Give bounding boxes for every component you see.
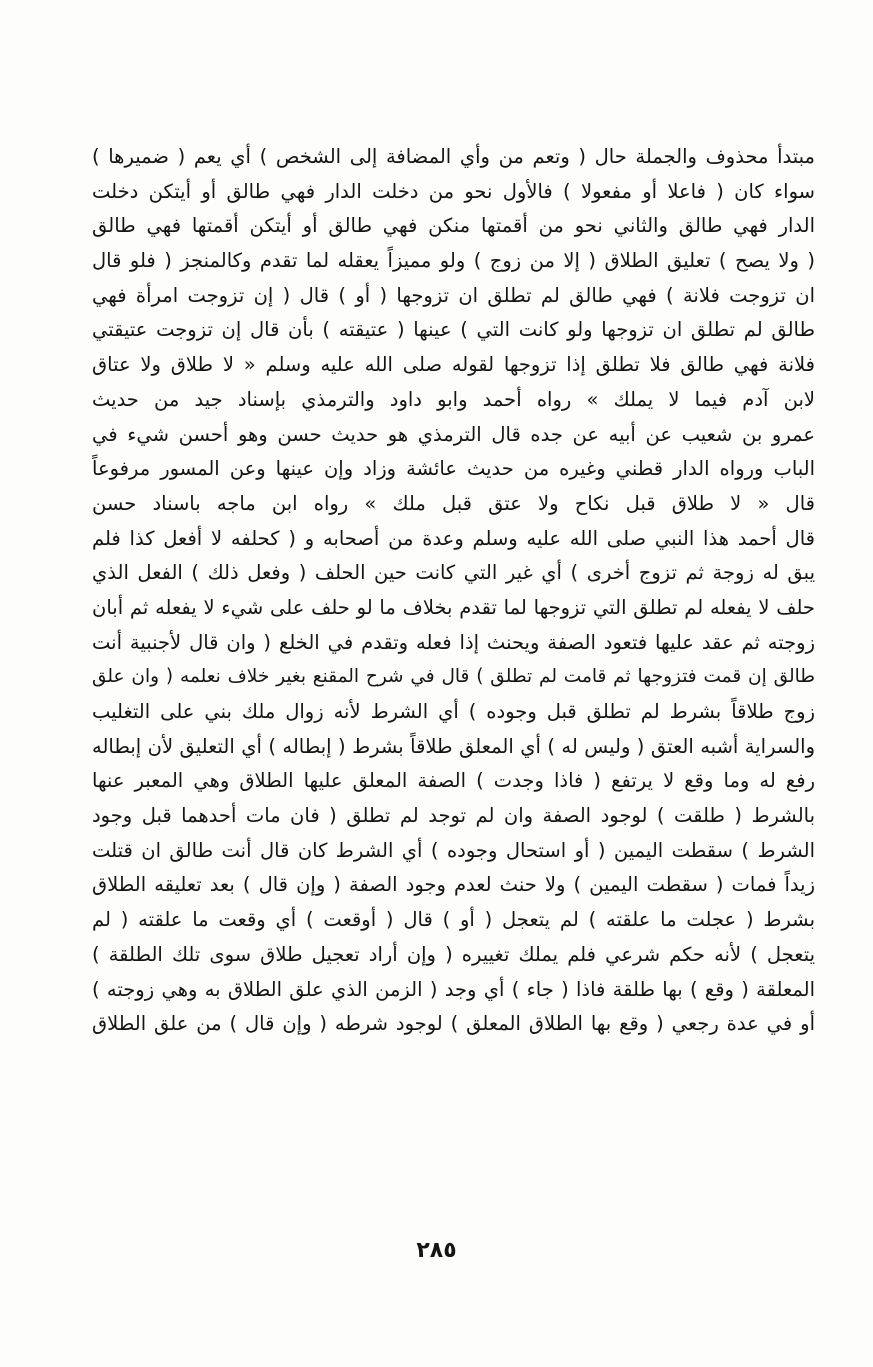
text-line: طالق إن قمت فتزوجها ثم قامت لم تطلق ) قال في شرح المقنع بغير خلاف نعلمه ( وان علق	[92, 666, 815, 688]
page-number: ٢٨٥	[416, 1238, 457, 1263]
text-line: أو في عدة رجعي ( وقع بها الطلاق المعلق ) لوجود شرطه ( وإن قال ) من علق الطلاق	[92, 1012, 815, 1036]
text-line: قال « لا طلاق قبل نكاح ولا عتق قبل ملك » رواه ابن ماجه باسناد حسن	[92, 491, 815, 515]
text-line: سواء كان ( فاعلا أو مفعولا ) فالأول نحو من دخلت الدار فهي طالق أو أيتكن دخلت	[92, 179, 815, 203]
text-line: الباب ورواه الدار قطني وغيره من حديث عائشة وزاد وإن عينها وعن المسور مرفوعاً	[92, 457, 815, 481]
text-line: ان تزوجت فلانة ) فهي طالق لم تطلق ان تزوجها ( أو ) قال ( إن تزوجت امرأة فهي	[92, 283, 815, 307]
text-line: زيداً فمات ( سقطت اليمين ) ولا حنث لعدم وجود الصفة ( وإن قال ) بعد تعليقه الطلاق	[92, 873, 815, 897]
text-line: والسراية أشبه العتق ( وليس له ) أي المعلق طلاقاً بشرط ( إبطاله ) أي التعليق لأن إبطاله	[92, 734, 815, 758]
text-line: حلف لا يفعله لم تطلق التي تزوجها لما تقدم بخلاف ما لو حلف على شيء لا يفعله ثم أبان	[92, 595, 815, 619]
text-line: المعلقة ( وقع ) بها طلقة فاذا ( جاء ) أي وجد ( الزمن الذي علق الطلاق به وهي زوجته )	[92, 977, 815, 1001]
text-line: ( ولا يصح ) تعليق الطلاق ( إلا من زوج ) ولو مميزاً يعقله لما تقدم وكالمنجز ( فلو قال	[92, 249, 815, 273]
text-line: يبق له زوجة ثم تزوج أخرى ) أي غير التي كانت حين الحلف ( وفعل ذلك ) الفعل الذي	[92, 561, 815, 585]
text-line: بشرط ( عجلت ما علقته ) لم يتعجل ( أو ) قال ( أوقعت ) أي وقعت ما علقته ( لم	[92, 908, 815, 932]
text-line: بالشرط ( طلقت ) لوجود الصفة وان لم توجد لم تطلق ( فان مات أحدهما قبل وجود	[92, 804, 815, 828]
text-line: لابن آدم فيما لا يملك » رواه أحمد وابو داود والترمذي بإسناد جيد من حديث	[92, 387, 815, 411]
text-line: فلانة فهي طالق فلا تطلق إذا تزوجها لقوله صلى الله عليه وسلم « لا طلاق ولا عتاق	[92, 353, 815, 377]
text-line: يتعجل ) لأنه حكم شرعي فلم يملك تغييره ( وإن أراد تعجيل طلاق سوى تلك الطلقة )	[92, 942, 815, 966]
text-line: عمرو بن شعيب عن أبيه عن جده قال الترمذي هو حديث حسن وهو أحسن شيء في	[92, 422, 815, 446]
body-text	[92, 140, 815, 1042]
text-line: طالق لم تطلق ان تزوجها ولو كانت التي ) عينها ( عتيقته ) بأن قال إن تزوجت عتيقتي	[92, 318, 815, 342]
text-line: رفع له وما وقع لا يرتفع ( فاذا وجدت ) الصفة المعلق عليها الطلاق وهي المعبر عنها	[92, 769, 815, 793]
text-line: الشرط ) سقطت اليمين ( أو استحال وجوده ) أي الشرط كان قال أنت طالق ان قتلت	[92, 838, 815, 862]
text-line: مبتدأ محذوف والجملة حال ( وتعم من وأي المضافة إلى الشخص ) أي يعم ( ضميرها )	[92, 145, 815, 168]
text-line: الدار فهي طالق والثاني نحو من أقمتها منكن فهي طالق أو أيتكن أقمتها فهي طالق	[92, 214, 815, 238]
text-line: زوج طلاقاً بشرط لم تطلق قبل وجوده ) أي الشرط لأنه زوال ملك بني على التغليب	[92, 700, 815, 723]
text-line: قال أحمد هذا النبي صلى الله عليه وسلم وعدة من أصحابه و ( كحلفه لا أفعل كذا فلم	[92, 526, 815, 550]
text-line: زوجته ثم عقد عليها فتعود الصفة ويحنث إذا فعله وتقدم في الخلع ( وان قال لأجنبية أنت	[92, 630, 815, 654]
